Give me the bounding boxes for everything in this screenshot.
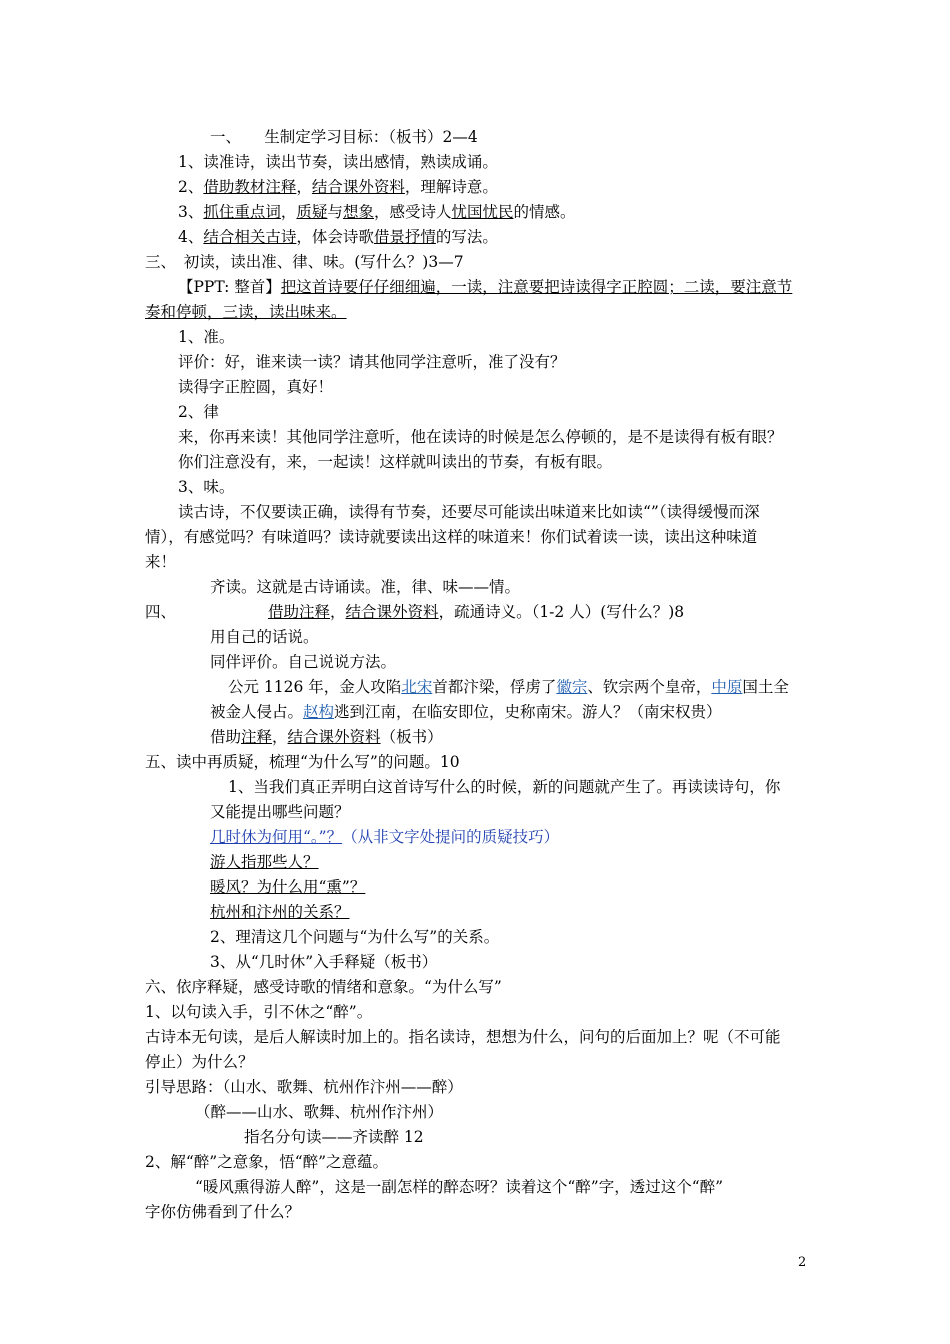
flavor-text-2: 情），有感觉吗？有味道吗？读诗就要读出这样的味道来！你们试着读一读，读出这种味道 <box>145 528 758 546</box>
underlined-text: 借助注释 <box>268 603 331 621</box>
underlined-text: 结合相关古诗 <box>203 228 297 246</box>
text: 、钦宗两个皇帝， <box>587 678 712 696</box>
question-intro-2: 又能提出哪些问题？ <box>210 803 350 821</box>
text: 的情感。 <box>513 203 576 221</box>
link-beisong[interactable]: 北宋 <box>401 678 433 696</box>
underlined-text: 质疑 <box>296 203 328 221</box>
objective-1: 1、读准诗，读出节奏，读出感情，熟读成诵。 <box>178 153 498 171</box>
sub-2-text-2: 字你仿佛看到了什么？ <box>145 1203 301 1221</box>
sub-2-text-1: “暖风熏得游人醉”，这是一副怎样的醉态呀？读着这个“醉”字，透过这个“醉” <box>195 1178 724 1196</box>
link-zhaogou[interactable]: 赵构 <box>303 703 335 721</box>
flavor-text-1: 读古诗，不仅要读正确，读得有节奏，还要尽可能读出味道来比如读“”（读得缓慢而深 <box>178 503 760 521</box>
text: 与 <box>327 203 343 221</box>
guide-reading: 指名分句读——齐读醉 12 <box>244 1128 424 1146</box>
text: 3、 <box>178 203 204 221</box>
board-note <box>210 725 443 750</box>
objectives-heading: 一、 生制定学习目标：（板书）2—4 <box>210 128 478 146</box>
praise-text: 读得字正腔圆，真好！ <box>178 378 334 396</box>
section-4-heading <box>145 600 684 625</box>
history-text-1 <box>228 675 789 700</box>
item-rhythm: 2、律 <box>178 403 219 421</box>
question-intro-1: 1、当我们真正弄明白这首诗写什么的时候，新的问题就产生了。再读读诗句，你 <box>228 778 781 796</box>
rhythm-text-2: 你们注意没有，来，一起读！这样就叫读出的节奏，有板有眼。 <box>178 453 613 471</box>
underlined-text: 结合课外资料 <box>287 728 381 746</box>
link-huizong[interactable]: 徽宗 <box>556 678 588 696</box>
page-number: 2 <box>798 1255 807 1270</box>
guide-thoughts-2: （醉——山水、歌舞、杭州作汴州） <box>195 1103 444 1121</box>
question-3: 暖风？为什么用“熏”？ <box>210 878 366 896</box>
objective-4 <box>178 225 498 250</box>
text: 四、 <box>145 603 177 621</box>
evaluation-text: 评价：好，谁来读一读？请其他同学注意听，准了没有？ <box>178 353 566 371</box>
text: 4、 <box>178 228 204 246</box>
text: 2、 <box>178 178 204 196</box>
text: 的写法。 <box>435 228 498 246</box>
underlined-text: 想象 <box>342 203 374 221</box>
text: ， <box>280 203 297 221</box>
group-reading: 齐读。这就是古诗诵读。准，律、味——情。 <box>210 578 521 596</box>
objective-3 <box>178 200 576 225</box>
question-4: 杭州和汴州的关系？ <box>210 903 350 921</box>
ppt-instruction <box>178 275 792 300</box>
flavor-text-3: 来！ <box>145 553 177 571</box>
underlined-text: 借景抒情 <box>373 228 436 246</box>
item-flavor: 3、味。 <box>178 478 235 496</box>
text: （从非文字处提问的质疑技巧） <box>342 828 560 846</box>
peer-evaluation: 同伴评价。自己说说方法。 <box>210 653 397 671</box>
underlined-text: 借助教材注释 <box>203 178 297 196</box>
text: ，体会诗歌 <box>296 228 374 246</box>
sub-1-heading: 1、以句读入手，引不休之“醉”。 <box>145 1003 373 1021</box>
section-3-heading: 三、 初读，读出准、律、味。(写什么？)3—7 <box>145 253 464 271</box>
history-text-2 <box>210 700 722 725</box>
underlined-text: 几时休为何用“。”？ <box>210 828 343 846</box>
text: ，理解诗意。 <box>404 178 498 196</box>
text: ，疏通诗义。（1-2 人）(写什么？)8 <box>438 603 685 621</box>
text: （板书） <box>380 728 443 746</box>
step-2: 2、理清这几个问题与“为什么写”的关系。 <box>210 928 500 946</box>
underlined-text: 结合课外资料 <box>345 603 439 621</box>
underlined-text: 抓住重点词 <box>203 203 281 221</box>
text: 【PPT: 整首】 <box>178 278 281 296</box>
text: 国土全 <box>742 678 789 696</box>
question-2: 游人指那些人？ <box>210 853 319 871</box>
text: 公元 1126 年，金人攻陷 <box>228 678 402 696</box>
sub-2-heading: 2、解“醉”之意象，悟“醉”之意蕴。 <box>145 1153 389 1171</box>
rhythm-text-1: 来，你再来读！其他同学注意听，他在读诗的时候是怎么停顿的，是不是读得有板有眼？ <box>178 428 783 446</box>
section-6-heading: 六、依序释疑，感受诗歌的情绪和意象。“为什么写” <box>145 978 502 996</box>
step-3: 3、从“几时休”入手释疑（板书） <box>210 953 438 971</box>
sub-1-text-2: 停止）为什么？ <box>145 1053 254 1071</box>
text: ， <box>272 728 288 746</box>
section-5-heading: 五、读中再质疑，梳理“为什么写”的问题。10 <box>145 753 460 771</box>
text: 被金人侵占。 <box>210 703 304 721</box>
text: ，感受诗人 <box>373 203 452 221</box>
guide-thoughts: 引导思路：（山水、歌舞、杭州作汴州——醉） <box>145 1078 463 1096</box>
text: 首都汴梁，俘虏了 <box>432 678 557 696</box>
underlined-text: 忧国忧民 <box>451 203 514 221</box>
own-words: 用自己的话说。 <box>210 628 319 646</box>
sub-1-text-1: 古诗本无句读，是后人解读时加上的。指名读诗，想想为什么，问句的后面加上？呢（不可能 <box>145 1028 781 1046</box>
underlined-text: 结合课外资料 <box>311 178 405 196</box>
link-zhongyuan[interactable]: 中原 <box>711 678 743 696</box>
text: 借助 <box>210 728 242 746</box>
objective-2 <box>178 175 498 200</box>
text: ， <box>296 178 312 196</box>
question-1 <box>210 825 559 850</box>
underlined-text: 把这首诗要仔仔细细遍，一读，注意要把诗读得字正腔圆；二读，要注意节 <box>280 278 793 296</box>
text: 逃到江南，在临安即位，史称南宋。游人？（南宋权贵） <box>334 703 722 721</box>
underlined-text: 注释 <box>241 728 273 746</box>
ppt-instruction-cont: 奏和停顿，三读，读出味来。 <box>145 303 347 321</box>
text: ， <box>330 603 346 621</box>
item-accuracy: 1、准。 <box>178 328 235 346</box>
